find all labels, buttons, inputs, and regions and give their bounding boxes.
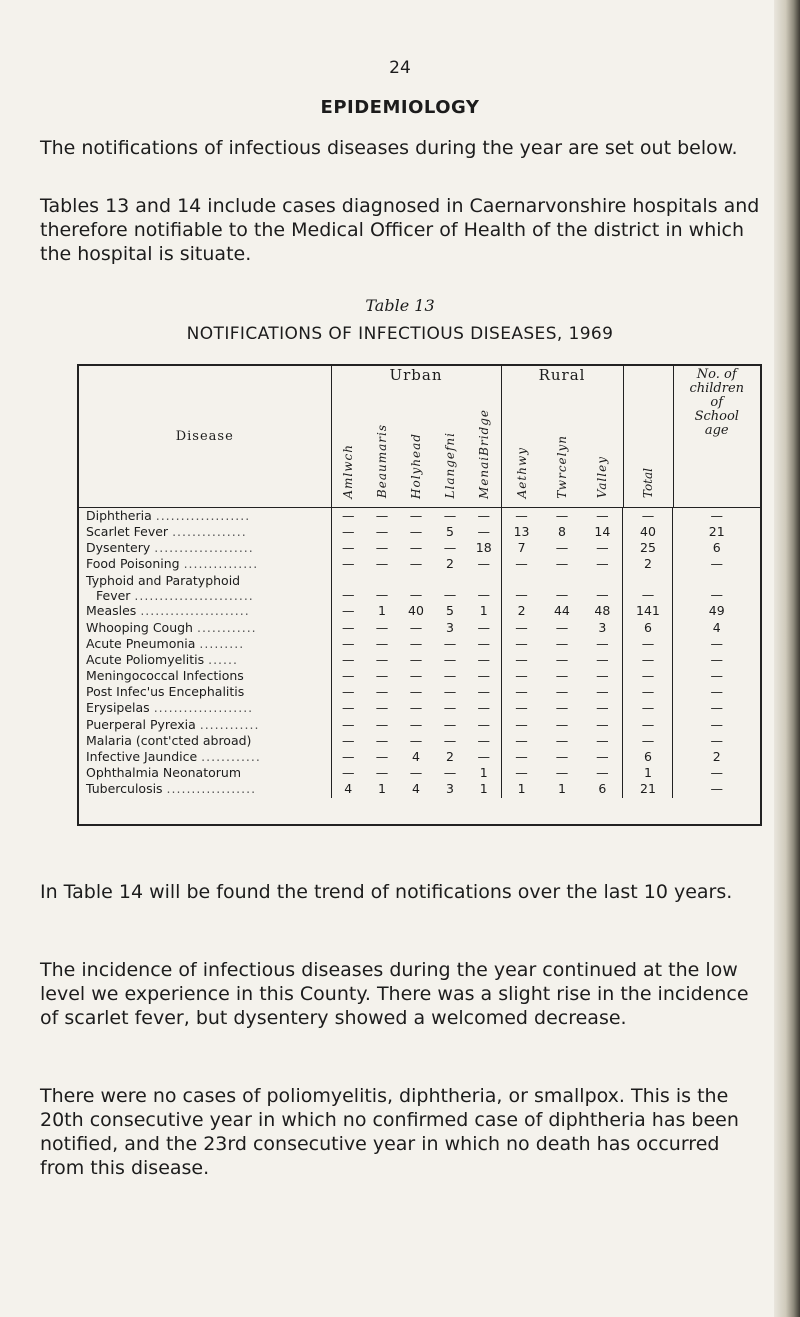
table-cell: —: [623, 636, 673, 652]
table-cell: —: [467, 572, 501, 603]
leader-dots: ..................: [166, 781, 257, 797]
table-cell: —: [515, 716, 528, 732]
disease-name: Puerperal Pyrexia: [86, 716, 196, 732]
table-cell: 1: [467, 765, 501, 781]
table-cell: —: [710, 635, 723, 651]
table-cell: —: [467, 749, 501, 765]
table-row: [79, 636, 760, 652]
table-cell: —: [409, 556, 423, 572]
table-cell: —: [443, 732, 457, 748]
table-cell: —: [467, 668, 501, 684]
table-cell: —: [710, 684, 723, 700]
total-header-text: Total: [641, 468, 655, 499]
table-cell: 44: [553, 603, 570, 619]
disease-name-cell: [79, 652, 331, 668]
leader-dots: ...............: [172, 523, 247, 539]
table-cell: —: [409, 587, 423, 603]
table-cell: —: [409, 765, 423, 781]
table-row: [79, 749, 760, 765]
table-header-row: [79, 366, 760, 507]
table-cell: —: [409, 507, 423, 523]
table-cell: 3: [582, 619, 623, 635]
table-cell: 1: [557, 781, 566, 797]
table-cell: 3: [446, 781, 454, 797]
table-cell: —: [555, 668, 569, 684]
table-caption: Table 13: [365, 296, 435, 315]
table-row: [79, 684, 760, 700]
rural-header-text: Rural: [538, 366, 586, 384]
table-cell: 3: [446, 619, 454, 635]
table-row: [79, 540, 760, 556]
table-cell: —: [555, 749, 569, 765]
table-cell: 49: [708, 603, 725, 619]
disease-name-cell: [79, 684, 331, 700]
column-header-beaumaris: Beaumaris: [375, 424, 390, 499]
table-cell: —: [342, 749, 355, 765]
table-cell: —: [443, 539, 457, 555]
disease-name-line-2: Fever: [96, 588, 131, 604]
table-cell: 40: [408, 603, 424, 619]
table-cell: —: [409, 700, 423, 716]
table-cell: —: [582, 733, 623, 749]
table-cell: —: [342, 716, 355, 732]
table-cell: —: [342, 603, 355, 619]
table-cell: —: [555, 507, 569, 523]
table-cell: 141: [623, 603, 673, 619]
table-cell: 6: [623, 619, 673, 635]
disease-name: Diphtheria: [86, 507, 152, 523]
disease-name: Infective Jaundice: [86, 749, 198, 765]
table-cell: —: [582, 700, 623, 716]
disease-name-cell: [79, 781, 331, 797]
table-cell: —: [582, 652, 623, 668]
column-header-twrcelyn: Twrcelyn: [554, 434, 569, 499]
table-cell: —: [375, 765, 389, 781]
disease-name: Malaria (cont'cted abroad): [86, 732, 252, 748]
table-cell: 2: [712, 749, 721, 765]
table-row: [79, 603, 760, 619]
table-cell: 4: [412, 781, 420, 797]
disease-name: Tuberculosis: [86, 781, 163, 797]
table-cell: —: [342, 523, 355, 539]
disease-name-cell: [79, 700, 331, 716]
disease-name-cell: [79, 572, 331, 603]
table-cell: —: [710, 587, 723, 603]
table-cell: 4: [412, 749, 420, 765]
table-cell: —: [375, 556, 389, 572]
school-header-line-5: age: [704, 423, 729, 438]
table-cell: —: [467, 636, 501, 652]
table-cell: —: [409, 684, 423, 700]
table-cell: —: [555, 684, 569, 700]
table-cell: —: [555, 651, 569, 667]
disease-name-cell: [79, 508, 331, 524]
table-cell: —: [582, 668, 623, 684]
table-row: [79, 765, 760, 781]
disease-name-cell: [79, 540, 331, 556]
table-cell: —: [515, 668, 528, 684]
table-cell: —: [443, 507, 457, 523]
table-cell: 2: [517, 603, 526, 619]
school-header-line-2: children: [689, 381, 745, 396]
table-cell: —: [342, 507, 355, 523]
table-cell: 7: [517, 539, 526, 555]
leader-dots: ....................: [154, 539, 254, 555]
table-cell: 8: [557, 523, 566, 539]
table-cell: —: [555, 619, 569, 635]
table-cell: 1: [517, 781, 526, 797]
disease-name: Post Infec'us Encephalitis: [86, 684, 245, 700]
table-cell: —: [515, 619, 528, 635]
column-header-valley: Valley: [595, 456, 610, 499]
table-cell: —: [515, 749, 528, 765]
disease-header-text: Disease: [175, 428, 234, 444]
table-cell: —: [443, 587, 457, 603]
table-cell: 6: [623, 749, 673, 765]
leader-dots: ............: [201, 749, 261, 765]
table-cell: —: [375, 619, 389, 635]
table-cell: —: [375, 651, 389, 667]
table-cell: —: [443, 668, 457, 684]
table-cell: 4: [344, 781, 353, 797]
disease-column-header: [79, 366, 331, 507]
table-cell: —: [515, 732, 528, 748]
table-cell: —: [375, 539, 389, 555]
leader-dots: ...............: [183, 556, 259, 572]
table-cell: —: [555, 765, 569, 781]
table-row: [79, 619, 760, 635]
column-header-amlwch: Amlwch: [341, 443, 356, 499]
leader-dots: ...................: [155, 507, 251, 523]
table-row: [79, 508, 760, 524]
leader-dots: .........: [199, 635, 245, 651]
table-cell: —: [555, 732, 569, 748]
table-row: [79, 652, 760, 668]
table-cell: —: [375, 523, 389, 539]
table-cell: —: [342, 765, 355, 781]
table-body: [79, 508, 760, 798]
table-row: [79, 524, 760, 540]
disease-name: Erysipelas: [86, 700, 150, 716]
table-cell: —: [582, 749, 623, 765]
disease-name-cell: [79, 765, 331, 781]
table-cell: —: [623, 668, 673, 684]
disease-name-cell: [79, 668, 331, 684]
table-cell: —: [342, 539, 355, 555]
table-row: [79, 733, 760, 749]
disease-name: Meningococcal Infections: [86, 668, 244, 684]
table-cell: —: [342, 732, 355, 748]
disease-name: Measles: [86, 603, 137, 619]
table-cell: 6: [582, 781, 623, 797]
table-cell: —: [409, 668, 423, 684]
table-cell: —: [375, 587, 389, 603]
table-cell: —: [467, 733, 501, 749]
table-cell: 25: [623, 540, 673, 556]
table-cell: —: [515, 651, 528, 667]
table-cell: —: [342, 651, 355, 667]
table-cell: —: [582, 572, 623, 603]
table-cell: 1: [467, 603, 501, 619]
table-cell: —: [375, 668, 389, 684]
table-cell: —: [467, 524, 501, 540]
table-cell: —: [710, 765, 723, 781]
table-cell: —: [515, 556, 528, 572]
table-cell: 5: [446, 523, 454, 539]
leader-dots: ........................: [134, 588, 254, 604]
page-number: 24: [389, 58, 411, 78]
page-edge-shadow: [774, 0, 800, 1317]
table-cell: 2: [446, 556, 454, 572]
table-cell: —: [710, 700, 723, 716]
table-cell: —: [467, 652, 501, 668]
table-cell: —: [515, 765, 528, 781]
table-cell: —: [710, 668, 723, 684]
closing-paragraph-3: There were no cases of poliomyelitis, diphtheria, or smallpox. This is the 20th consecutive year in which no confirmed case of diphtheria has been notified, and the 23rd consecutive year in which no death has occurred from this disease.: [40, 1085, 739, 1179]
school-header-line-4: School: [694, 409, 739, 424]
table-cell: —: [582, 508, 623, 524]
leader-dots: ......: [208, 651, 238, 667]
table-row: [79, 556, 760, 572]
table-cell: 6: [712, 539, 721, 555]
table-cell: 2: [446, 749, 454, 765]
table-cell: —: [375, 684, 389, 700]
table-cell: —: [555, 716, 569, 732]
notifications-table: [77, 364, 762, 826]
table-cell: 2: [623, 556, 673, 572]
table-cell: —: [582, 540, 623, 556]
table-cell: —: [623, 508, 673, 524]
table-row: [79, 781, 760, 797]
table-cell: —: [515, 684, 528, 700]
school-header-line-3: of: [710, 395, 724, 410]
table-cell: —: [467, 717, 501, 733]
table-cell: —: [623, 717, 673, 733]
disease-name-cell: [79, 556, 331, 572]
table-cell: —: [443, 765, 457, 781]
table-cell: —: [582, 636, 623, 652]
table-cell: —: [623, 572, 673, 603]
column-header-menai-bridge: MenaiBridge: [476, 408, 491, 499]
table-cell: —: [342, 635, 355, 651]
table-cell: 21: [623, 781, 673, 797]
table-cell: 4: [712, 619, 721, 635]
table-cell: 13: [513, 523, 530, 539]
table-cell: —: [555, 539, 569, 555]
urban-group-header: [331, 366, 501, 507]
table-cell: —: [443, 635, 457, 651]
table-cell: —: [375, 716, 389, 732]
table-cell: 1: [378, 781, 386, 797]
table-cell: —: [375, 749, 389, 765]
closing-paragraph-1: In Table 14 will be found the trend of notifications over the last 10 years.: [40, 881, 733, 903]
table-cell: 5: [446, 603, 454, 619]
table-cell: —: [409, 716, 423, 732]
table-cell: —: [710, 716, 723, 732]
disease-name-cell: [79, 717, 331, 733]
table-cell: —: [555, 556, 569, 572]
disease-name-cell: [79, 733, 331, 749]
table-cell: —: [375, 732, 389, 748]
table-cell: —: [443, 700, 457, 716]
leader-dots: ......................: [140, 603, 250, 619]
table-cell: —: [443, 684, 457, 700]
table-cell: —: [409, 732, 423, 748]
leader-dots: ............: [199, 716, 260, 732]
table-cell: 14: [582, 524, 623, 540]
table-cell: 48: [582, 603, 623, 619]
table-cell: —: [582, 717, 623, 733]
disease-name-cell: [79, 749, 331, 765]
table-cell: —: [582, 684, 623, 700]
table-cell: —: [710, 732, 723, 748]
table-cell: —: [710, 651, 723, 667]
table-row: [79, 717, 760, 733]
table-cell: —: [515, 700, 528, 716]
table-cell: —: [375, 507, 389, 523]
table-cell: —: [710, 507, 723, 523]
disease-name-cell: [79, 603, 331, 619]
table-cell: —: [623, 700, 673, 716]
table-cell: 40: [623, 524, 673, 540]
disease-name: Acute Poliomyelitis: [86, 651, 205, 667]
table-row: [79, 700, 760, 716]
table-cell: —: [443, 716, 457, 732]
table-cell: —: [710, 556, 723, 572]
table-cell: —: [623, 652, 673, 668]
table-row: [79, 572, 760, 603]
table-cell: —: [582, 765, 623, 781]
table-cell: —: [443, 651, 457, 667]
table-cell: —: [515, 635, 528, 651]
section-heading: EPIDEMIOLOGY: [320, 97, 480, 118]
table-row: [79, 668, 760, 684]
table-cell: —: [623, 684, 673, 700]
table-cell: 1: [378, 603, 386, 619]
disease-name-cell: [79, 636, 331, 652]
table-cell: —: [555, 700, 569, 716]
table-cell: 1: [467, 781, 501, 797]
table-cell: —: [467, 700, 501, 716]
column-header-holyhead: Holyhead: [408, 432, 423, 499]
disease-name-cell: [79, 524, 331, 540]
table-cell: —: [342, 668, 355, 684]
disease-name: Food Poisoning: [86, 556, 180, 572]
table-cell: —: [515, 587, 528, 603]
school-age-column-header: [673, 366, 760, 507]
rural-group-header: [501, 366, 623, 507]
disease-name: Dysentery: [86, 539, 151, 555]
total-column-header: [623, 366, 673, 507]
table-title: NOTIFICATIONS OF INFECTIOUS DISEASES, 1969: [186, 324, 614, 344]
leader-dots: ....................: [153, 700, 254, 716]
table-cell: —: [409, 539, 423, 555]
column-header-llangefni: Llangefni: [442, 432, 457, 499]
table-cell: —: [467, 684, 501, 700]
table-cell: —: [342, 587, 355, 603]
table-cell: —: [409, 523, 423, 539]
closing-paragraph-2: The incidence of infectious diseases during the year continued at the low level we experience in this County. There was a slight rise in the incidence of scarlet fever, but dysentery showed a welcomed decrease.: [40, 959, 749, 1029]
table-cell: 18: [467, 540, 501, 556]
table-cell: —: [710, 781, 723, 797]
table-cell: —: [515, 507, 528, 523]
table-cell: —: [467, 556, 501, 572]
column-header-aethwy: Aethwy: [514, 447, 529, 499]
table-cell: 21: [708, 523, 725, 539]
table-cell: —: [342, 556, 355, 572]
table-cell: —: [342, 684, 355, 700]
school-header-line-1: No. of: [696, 367, 737, 382]
table-cell: —: [342, 619, 355, 635]
disease-name: Scarlet Fever: [86, 523, 169, 539]
disease-name-cell: [79, 619, 331, 635]
table-cell: 1: [623, 765, 673, 781]
table-cell: —: [467, 619, 501, 635]
leader-dots: ............: [196, 619, 257, 635]
table-cell: —: [582, 556, 623, 572]
table-cell: —: [623, 733, 673, 749]
table-cell: —: [409, 619, 423, 635]
disease-name: Whooping Cough: [86, 619, 193, 635]
disease-name: Typhoid and Paratyphoid: [86, 573, 241, 589]
disease-name: Ophthalmia Neonatorum: [86, 765, 241, 781]
table-cell: —: [555, 587, 569, 603]
urban-header-text: Urban: [389, 366, 443, 384]
table-cell: —: [342, 700, 355, 716]
table-cell: —: [375, 635, 389, 651]
intro-paragraph-2: Tables 13 and 14 include cases diagnosed in Caernarvonshire hospitals and therefore notifiable to the Medical Officer of Health of the district in which the hospital is situate.: [40, 195, 760, 265]
intro-paragraph-1: The notifications of infectious diseases during the year are set out below.: [40, 137, 738, 159]
table-cell: —: [409, 651, 423, 667]
disease-name: Acute Pneumonia: [86, 635, 196, 651]
table-cell: —: [555, 635, 569, 651]
table-cell: —: [467, 508, 501, 524]
table-cell: —: [375, 700, 389, 716]
table-cell: —: [409, 635, 423, 651]
